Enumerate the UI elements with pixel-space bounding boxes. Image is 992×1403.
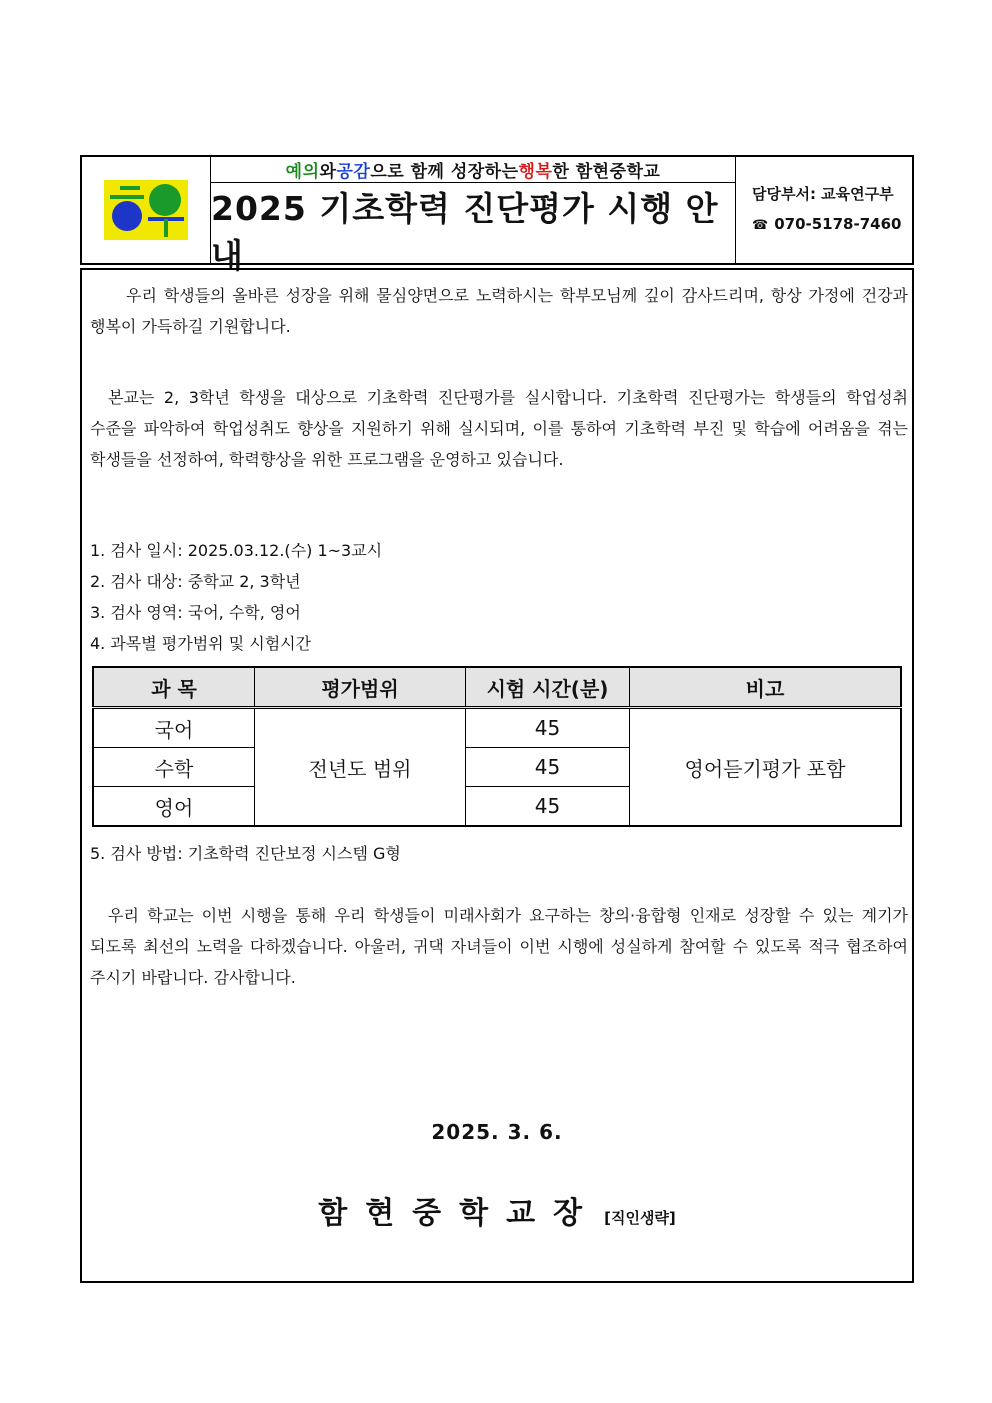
school-logo-icon xyxy=(104,180,188,240)
slogan-word-empathy: 공감 xyxy=(336,162,371,182)
school-slogan xyxy=(211,157,735,183)
exam-schedule-table xyxy=(92,666,902,827)
list-item-subjects: 3. 검사 영역: 국어, 수학, 영어 xyxy=(90,603,301,622)
letter-body xyxy=(80,268,914,1283)
col-header-note: 비고 xyxy=(630,667,902,708)
table-row xyxy=(93,708,901,748)
subject-cell: 국어 xyxy=(93,708,255,748)
telephone-icon: ☎ xyxy=(752,218,769,233)
time-cell: 45 xyxy=(466,708,630,748)
contact-cell xyxy=(736,157,912,263)
letterhead xyxy=(80,155,914,275)
list-item-date: 1. 검사 일시: 2025.03.12.(수) 1~3교시 xyxy=(90,541,383,560)
department-label: 담당부서: 교육연구부 xyxy=(752,185,894,203)
issue-date: 2025. 3. 6. xyxy=(431,1120,563,1144)
greeting-paragraph: 우리 학생들의 올바른 성장을 위해 물심양면으로 노력하시는 학부모님께 깊이 감사드리며, 항상 가정에 건강과 행복이 가득하길 기원합니다. xyxy=(90,286,908,336)
intro-paragraph: 본교는 2, 3학년 학생을 대상으로 기초학력 진단평가를 실시합니다. 기초학력 진단평가는 학생들의 학업성취 수준을 파악하여 학업성취도 향상을 지원하기 위해 실시되며, 이를 통하여 기초학력 부진 및 학습에 어려움을 겪는 학생들을 선정하여, 학력향상을 위한 프로그램을 운영하고 있습니다. xyxy=(90,388,908,469)
slogan-text: 한 함현중학교 xyxy=(552,162,661,182)
document-title: 2025 기초학력 진단평가 시행 안내 xyxy=(211,189,719,275)
note-cell: 영어듣기평가 포함 xyxy=(630,708,902,827)
slogan-text: 와 xyxy=(319,162,337,182)
slogan-word-happiness: 행복 xyxy=(518,162,553,182)
col-header-range: 평가범위 xyxy=(255,667,466,708)
subject-cell: 수학 xyxy=(93,748,255,787)
subject-cell: 영어 xyxy=(93,787,255,827)
col-header-subject: 과 목 xyxy=(93,667,255,708)
title-cell xyxy=(211,157,736,275)
phone-row xyxy=(752,209,912,241)
principal-title: 함현중학교장 xyxy=(318,1196,601,1231)
signature-block xyxy=(82,1188,912,1232)
logo-cell xyxy=(82,157,211,263)
closing-paragraph: 우리 학교는 이번 시행을 통해 우리 학생들이 미래사회가 요구하는 창의·융합형 인재로 성장할 수 있는 계기가 되도록 최선의 노력을 다하겠습니다. 아울러, 귀댁 자녀들이 이번 시행에 성실하게 참여할 수 있도록 적극 협조하여 주시기 바랍니다. 감사합니다. xyxy=(90,906,908,987)
slogan-text: 으로 함께 성장하는 xyxy=(370,162,519,182)
list-item-target: 2. 검사 대상: 중학교 2, 3학년 xyxy=(90,572,301,591)
list-item-method: 5. 검사 방법: 기초학력 진단보정 시스템 G형 xyxy=(90,844,401,863)
slogan-word-courtesy: 예의 xyxy=(285,162,320,182)
phone-number: 070-5178-7460 xyxy=(774,215,902,233)
time-cell: 45 xyxy=(466,748,630,787)
range-cell: 전년도 범위 xyxy=(255,708,466,827)
table-header-row xyxy=(93,667,901,708)
time-cell: 45 xyxy=(466,787,630,827)
seal-omitted-note: [직인생략] xyxy=(604,1209,676,1227)
list-item-range-heading: 4. 과목별 평가범위 및 시험시간 xyxy=(90,634,312,653)
col-header-time: 시험 시간(분) xyxy=(466,667,630,708)
